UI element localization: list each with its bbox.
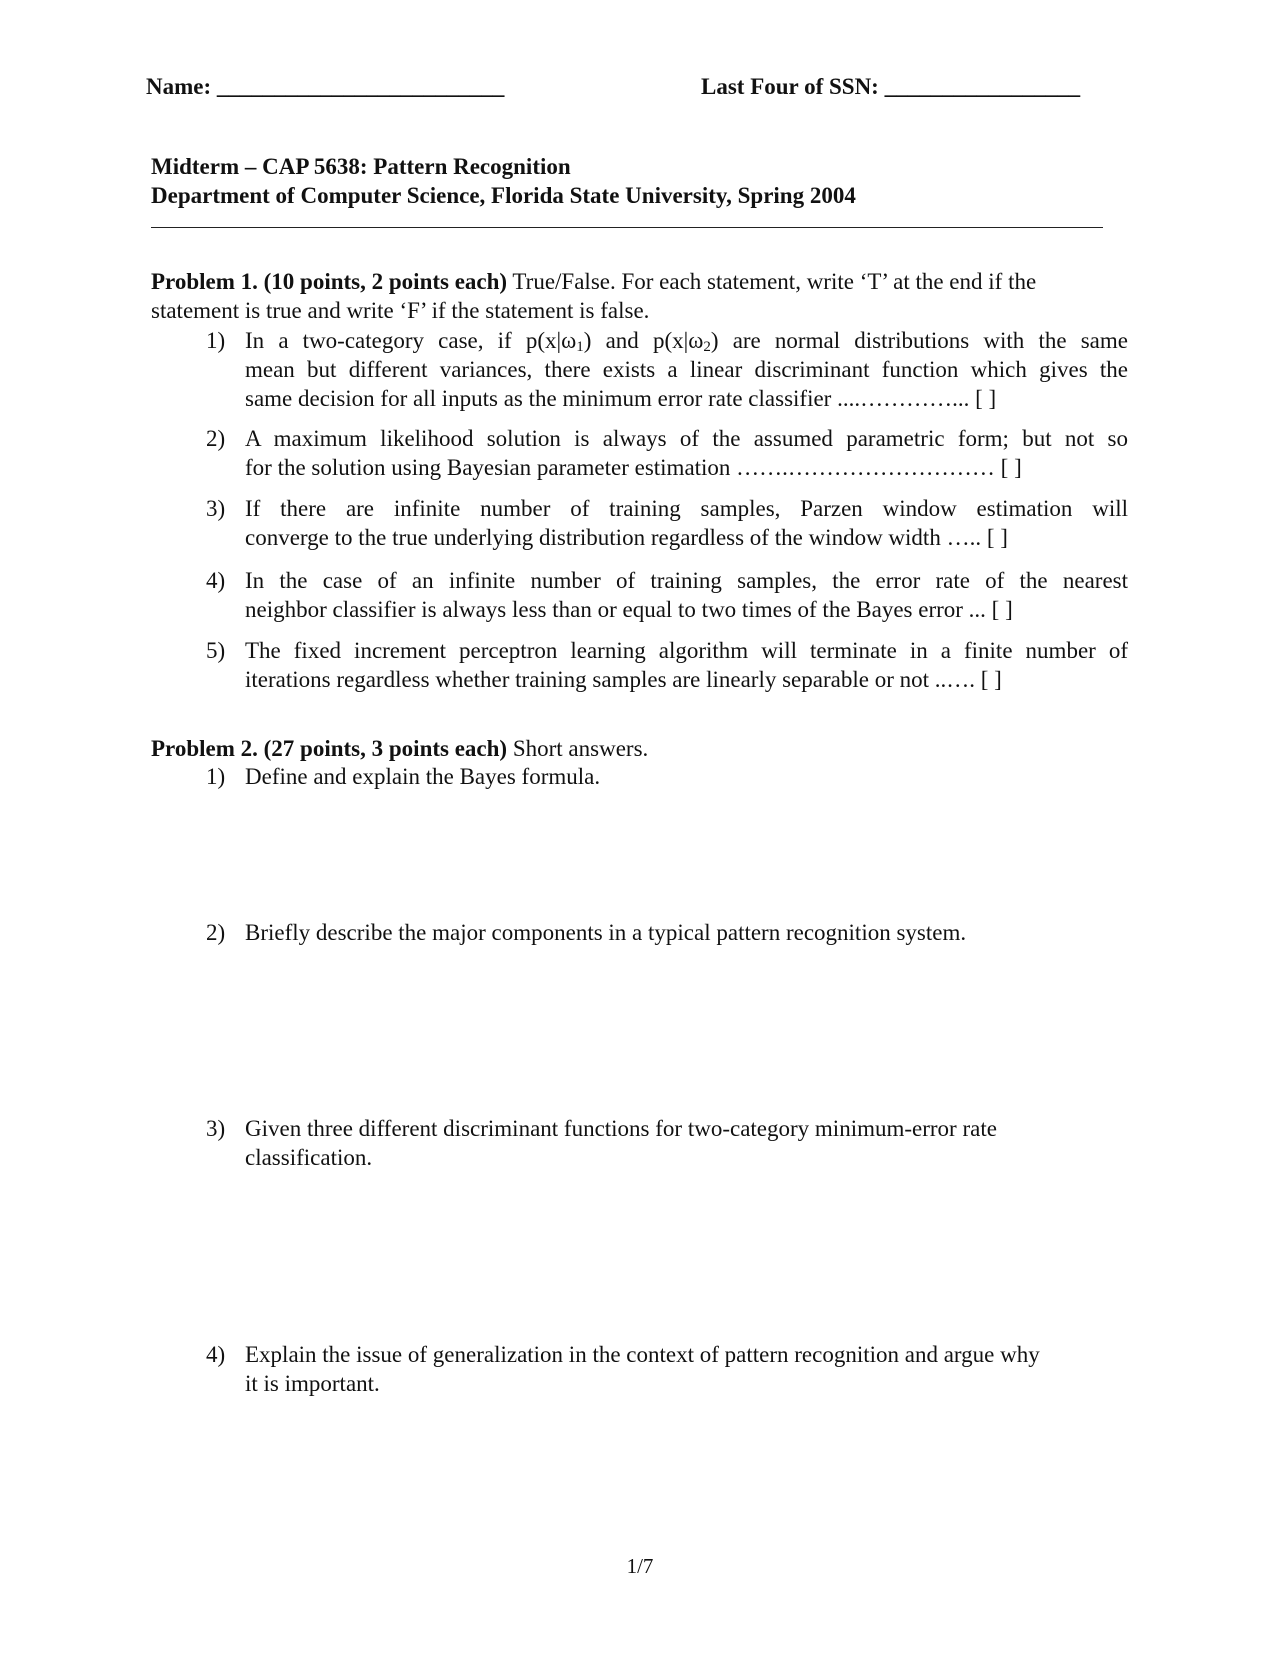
name-field-label: Name: _________________________	[146, 74, 505, 99]
item-number: 5)	[206, 638, 226, 663]
item-1-line2: mean but different variances, there exists a linear discriminant function which gives the	[245, 357, 1128, 382]
item-number: 2)	[206, 920, 226, 945]
p2-item-4-line1: Explain the issue of generalization in the context of pattern recognition and argue why	[245, 1342, 1040, 1367]
problem-2-item-4	[206, 1340, 1128, 1398]
problem-1-intro-line2: statement is true and write ‘F’ if the statement is false.	[151, 298, 650, 323]
item-3-line2: converge to the true underlying distribution regardless of the window width ….. [ ]	[245, 525, 1008, 550]
item-number: 4)	[206, 1342, 226, 1367]
problem-1-item-4	[206, 566, 1128, 624]
problem-2-intro-text: Short answers.	[507, 736, 649, 761]
item-number: 3)	[206, 1116, 226, 1141]
problem-2-item-3	[206, 1114, 1128, 1172]
item-4-line2: neighbor classifier is always less than or equal to two times of the Bayes error ... [ ]	[245, 597, 1013, 622]
problem-1-item-2	[206, 424, 1128, 482]
item-5-line2: iterations regardless whether training samples are linearly separable or not ..…. [ ]	[245, 667, 1002, 692]
item-2-line2: for the solution using Bayesian parameter estimation …….……………………… [ ]	[245, 455, 1022, 480]
problem-1-intro	[151, 267, 1128, 325]
item-number: 1)	[206, 328, 226, 353]
p2-item-2-line1: Briefly describe the major components in a typical pattern recognition system.	[245, 920, 967, 945]
ssn-field-label: Last Four of SSN: _________________	[701, 74, 1081, 99]
course-title: Midterm – CAP 5638: Pattern Recognition	[151, 154, 571, 179]
problem-1-item-5	[206, 636, 1128, 694]
problem-2-item-1	[206, 762, 1128, 791]
department-line: Department of Computer Science, Florida State University, Spring 2004	[151, 183, 856, 208]
problem-2-intro	[151, 734, 1128, 763]
problem-2-item-2	[206, 918, 1128, 947]
title-divider	[151, 227, 1103, 228]
exam-title	[151, 152, 856, 210]
item-5-line1: The fixed increment perceptron learning algorithm will terminate in a finite number of	[245, 638, 1128, 663]
item-3-line1: If there are infinite number of training samples, Parzen window estimation will	[245, 496, 1128, 521]
p2-item-3-line1: Given three different discriminant functions for two-category minimum-error rate	[245, 1116, 997, 1141]
problem-1-intro-line1: True/False. For each statement, write ‘T’ at the end if the	[507, 269, 1037, 294]
p2-item-1-line1: Define and explain the Bayes formula.	[245, 764, 601, 789]
item-1-line3: same decision for all inputs as the minimum error rate classifier ....…………... [ ]	[245, 386, 997, 411]
page-number: 1/7	[626, 1554, 654, 1578]
problem-1-item-3	[206, 494, 1128, 552]
item-number: 2)	[206, 426, 226, 451]
problem-1-heading: Problem 1. (10 points, 2 points each)	[151, 269, 508, 294]
p2-item-4-line2: it is important.	[245, 1371, 380, 1396]
p2-item-3-line2: classification.	[245, 1145, 373, 1170]
problem-2-heading: Problem 2. (27 points, 3 points each)	[151, 736, 508, 761]
item-2-line1: A maximum likelihood solution is always of the assumed parametric form; but not so	[245, 426, 1128, 451]
item-number: 4)	[206, 568, 226, 593]
item-number: 3)	[206, 496, 226, 521]
item-1-line1: In a two-category case, if $p(x|\omega_1)$ and $p(x|\omega_2)$ are normal distributions with the same	[245, 328, 1128, 355]
item-4-line1: In the case of an infinite number of training samples, the error rate of the nearest	[245, 568, 1128, 593]
item-number: 1)	[206, 764, 226, 789]
problem-1-item-1	[206, 326, 1128, 413]
